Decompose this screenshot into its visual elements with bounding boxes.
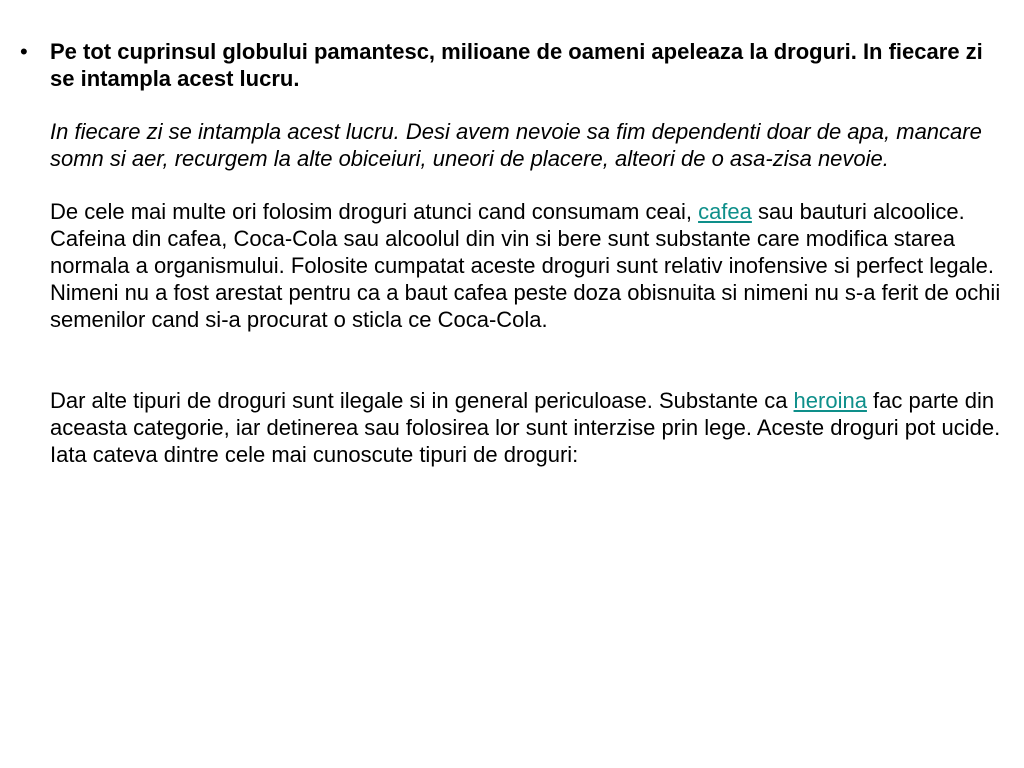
spacer bbox=[50, 92, 1002, 118]
link-cafea[interactable]: cafea bbox=[698, 199, 752, 224]
lead-sentence: Pe tot cuprinsul globului pamantesc, milioane de oameni apeleaza la droguri. In fiecare zi se intampla acest lucru. bbox=[50, 39, 983, 91]
paragraph-coffee-text-start: De cele mai multe ori folosim droguri atunci cand consumam ceai, bbox=[50, 199, 699, 224]
paragraph-illegal-drugs bbox=[50, 387, 1002, 468]
bullet-item bbox=[12, 38, 1002, 468]
paragraph-coffee bbox=[50, 198, 1002, 333]
bullet-marker: • bbox=[20, 39, 28, 64]
paragraph-illegal-text-start: Dar alte tipuri de droguri sunt ilegale si in general periculoase. Substante ca bbox=[50, 388, 794, 413]
spacer bbox=[50, 172, 1002, 198]
paragraph-coffee-text-end: sau bauturi alcoolice. Cafeina din cafea, Coca-Cola sau alcoolul din vin si bere sunt substante care modifica starea normala a organismului. Folosite cumpatat aceste droguri sunt relativ inofensive si perfect legale. Nimeni nu a fost arestat pentru ca a baut cafea peste doza obisnuita si nimeni nu s-a ferit de ochii semenilor cand si-a procurat o sticla ce Coca-Cola. bbox=[50, 199, 1001, 332]
spacer bbox=[50, 333, 1002, 387]
italic-paragraph: In fiecare zi se intampla acest lucru. Desi avem nevoie sa fim dependenti doar de apa, mancare somn si aer, recurgem la alte obiceiuri, uneori de placere, alteori de o asa-zisa nevoie. bbox=[50, 119, 982, 171]
bullet-body bbox=[50, 38, 1002, 468]
paragraph-illegal-text-end: fac parte din aceasta categorie, iar detinerea sau folosirea lor sunt interzise prin lege. Aceste droguri pot ucide. Iata cateva dintre cele mai cunoscute tipuri de droguri: bbox=[50, 388, 1001, 467]
link-heroina[interactable]: heroina bbox=[793, 388, 867, 413]
